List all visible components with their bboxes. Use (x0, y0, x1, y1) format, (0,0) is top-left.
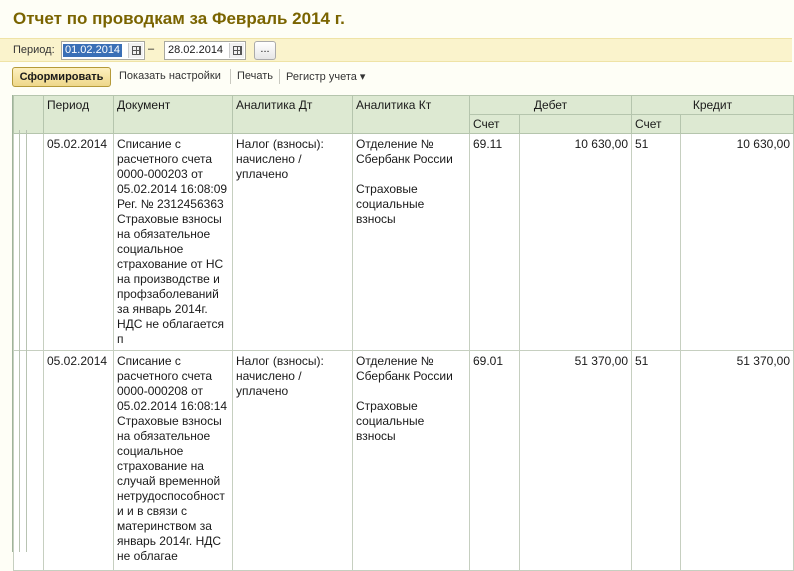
header-debit-account: Счет (470, 115, 520, 134)
period-from-field[interactable] (61, 41, 145, 60)
cell-document[interactable]: Списание с расчетного счета 0000-000208 от 05.02.2014 16:08:14 Страховые взносы на обязательное социальное страхование на случай временной нетрудоспособност и и в связи с материнством за январь 2014г. НДС не облагае (114, 351, 233, 571)
header-credit-account: Счет (632, 115, 681, 134)
print-button[interactable]: Печать (237, 70, 274, 82)
toolbar (0, 66, 792, 88)
row-lead-cell (14, 134, 44, 351)
cell-document[interactable]: Списание с расчетного счета 0000-000203 от 05.02.2014 16:08:09 Рег. № 2312456363 Страховые взносы на обязательное социальное страхование от НС на производстве и профзаболеваний за январь 2014г. НДС не облагается п (114, 134, 233, 351)
period-bar (0, 38, 792, 62)
cell-credit-amount[interactable]: 51 370,00 (681, 351, 794, 571)
cell-credit-amount[interactable]: 10 630,00 (681, 134, 794, 351)
header-period: Период (44, 96, 114, 134)
cell-credit-account[interactable]: 51 (632, 351, 681, 571)
period-select-button[interactable]: ... (254, 41, 276, 60)
period-to-value: 28.02.2014 (168, 44, 224, 56)
cell-period[interactable]: 05.02.2014 (44, 134, 114, 351)
header-credit-amount (681, 115, 794, 134)
header-analytics-dt: Аналитика Дт (233, 96, 353, 134)
lead-header (14, 96, 44, 134)
cell-analytics-dt[interactable]: Налог (взносы): начислено / уплачено (233, 351, 353, 571)
period-label: Период: (13, 44, 55, 56)
calendar-icon[interactable] (229, 43, 244, 58)
period-dash: – (148, 43, 155, 55)
cell-debit-account[interactable]: 69.11 (470, 134, 520, 351)
group-line (19, 130, 20, 552)
toolbar-separator (279, 69, 280, 84)
toolbar-separator (230, 69, 231, 84)
cell-debit-account[interactable]: 69.01 (470, 351, 520, 571)
cell-analytics-dt[interactable]: Налог (взносы): начислено / уплачено (233, 134, 353, 351)
show-settings-button[interactable]: Показать настройки (119, 70, 221, 82)
cell-analytics-kt[interactable]: Отделение № Сбербанк России Страховые социальные взносы (353, 351, 470, 571)
header-debit: Дебет (470, 96, 632, 115)
report-table (13, 95, 794, 571)
header-analytics-kt: Аналитика Кт (353, 96, 470, 134)
cell-period[interactable]: 05.02.2014 (44, 351, 114, 571)
period-to-field[interactable] (164, 41, 246, 60)
header-credit: Кредит (632, 96, 794, 115)
generate-button[interactable]: Сформировать (12, 67, 111, 87)
cell-credit-account[interactable]: 51 (632, 134, 681, 351)
calendar-icon[interactable] (128, 43, 143, 58)
header-debit-amount (520, 115, 632, 134)
period-from-value: 01.02.2014 (65, 44, 121, 56)
cell-analytics-kt[interactable]: Отделение № Сбербанк России Страховые социальные взносы (353, 134, 470, 351)
table-row[interactable] (14, 134, 794, 351)
table-row[interactable] (14, 351, 794, 571)
report-title: Отчет по проводкам за Февраль 2014 г. (13, 9, 345, 28)
row-lead-cell (14, 351, 44, 571)
register-dropdown[interactable]: Регистр учета ▾ (286, 71, 366, 83)
group-line (26, 130, 27, 552)
report-table-container[interactable] (12, 95, 792, 563)
cell-debit-amount[interactable]: 51 370,00 (520, 351, 632, 571)
cell-debit-amount[interactable]: 10 630,00 (520, 134, 632, 351)
header-document: Документ (114, 96, 233, 134)
